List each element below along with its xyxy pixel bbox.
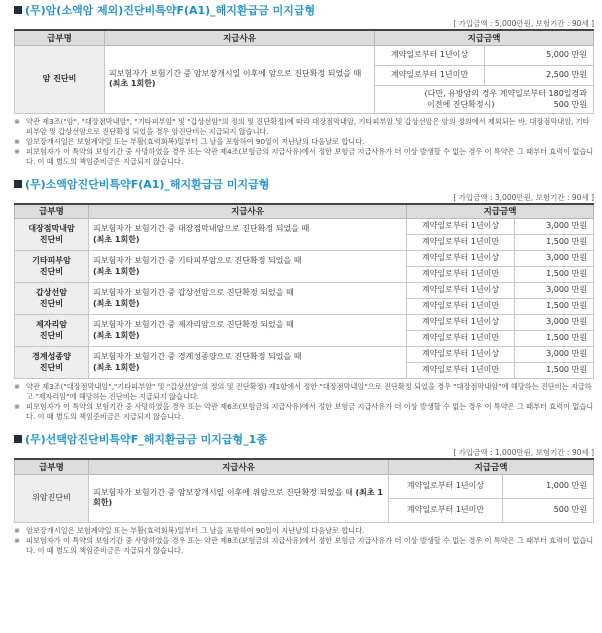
table-row [15,219,594,235]
benefit-name: 암 진단비 [15,45,105,113]
section1-notes [14,117,594,167]
note: ※ 피보험자가 이 특약의 보험기간 중 사망하였을 경우 또는 약관 제8조(보험금의 지급사유)에서 정한 보험금 지급사유가 더 이상 발생할 수 없는 경우 이 특약은 그 때부터 효력이 없습니다. 이 때 별도의 책임준비금은 지급되지 않습니다. [14,535,594,555]
condition-cell: 계약일로부터 1년미만 [407,235,515,251]
condition-cell: 계약일로부터 1년미만 [407,331,515,347]
header-benefit: 급부명 [15,459,89,474]
header-reason: 지급사유 [105,30,375,45]
document-page [0,2,602,633]
section3-notes [14,526,594,556]
amount-cell: 3,000 만원 [515,347,594,363]
condition-cell: 계약일로부터 1년이상 [407,219,515,235]
header-benefit: 급부명 [15,204,89,219]
amount-cell: 1,500 만원 [515,331,594,347]
table-row [15,251,594,267]
benefit-name: 위암진단비 [15,474,89,522]
note: ※ 피보험자가 이 특약의 보험기간 중 사망하였을 경우 또는 약관 제6조(보험금의 지급사유)에서 정한 보험금 지급사유가 더 이상 발생할 수 없는 경우 이 특약은 그 때부터 효력이 없습니다. 이 때 별도의 책임준비금은 지급되지 않습니다. [14,402,594,421]
benefit-reason: 피보험자가 보험기간 중 대장점막내암으로 진단확정 되었을 때 (최초 1회한) [89,219,407,251]
section1-title: (무)암(소액암 제외)진단비특약F(A1)_해지환급금 미지급형 [14,2,594,18]
section2-rows [15,219,594,379]
amount-cell: 1,500 만원 [515,267,594,283]
section2-notes [14,382,594,422]
amount-cell: 500 만원 [503,498,594,522]
condition-cell: 계약일로부터 1년미만 [375,65,485,85]
table-header-row [15,459,594,474]
note: ※ 약관 제3조("대장점막내암","기타피부암" 및 "갑상선암"의 정의 및 진단확정) 제1항에서 정한 "대장점막내암"으로 진단확정 되었을 경우 "대장점막내암"에 해당하는 진단비는 지급하고 "제자리암"에 해당하는 진단비는 지급되지 않습니다. [14,382,592,401]
amount-cell: 1,000 만원 [503,474,594,498]
square-bullet-icon [14,435,22,443]
benefit-reason: 피보험자가 보험기간 중 암보장개시일 이후에 위암으로 진단확정 되었을 때 (최초 1회한) [89,474,389,522]
benefit-reason: 피보험자가 보험기간 중 제자리암으로 진단확정 되었을 때 (최초 1회한) [89,315,407,347]
amount-cell: 1,500 만원 [515,235,594,251]
condition-cell: 계약일로부터 1년이상 [407,283,515,299]
table-row [15,474,594,498]
section2-info: [ 가입금액 : 3,000만원, 보험기간 : 90세 ] [453,192,594,202]
benefit-reason: 피보험자가 보험기간 중 갑상선암으로 진단확정 되었을 때 (최초 1회한) [89,283,407,315]
note: ※ 암보장개시일은 보험계약일 또는 부활(효력회복)일부터 그 날을 포함하여 90일이 지난날의 다음날로 합니다. [14,136,365,146]
section3-title: (무)선택암진단비특약F_해지환급금 미지급형_1종 [14,431,594,447]
benefit-name: 제자리암 진단비 [15,315,89,347]
section3-info: [ 가입금액 : 1,000만원, 보험기간 : 90세 ] [453,448,594,457]
table-row [15,45,594,65]
condition-cell: 계약일로부터 1년이상 [375,45,485,65]
square-bullet-icon [14,6,22,14]
header-benefit: 급부명 [15,30,105,45]
amount-cell: 3,000 만원 [515,283,594,299]
header-amount: 지급금액 [389,459,594,474]
note: ※ 약관 제3조("암", "대장점막내암", "기타피부암" 및 "갑상선암"의 정의 및 진단확정)에 따라 대장점막내암, 기타피부암 및 갑상선암은 암의 정의에서 제외되는 바, 대장점막내암, 기타피부암 및 갑상선암으로 진단확정 되었을 경우 암진단비는 지급되지 않습니다. [14,116,590,136]
amount-cell: 2,500 만원 [485,65,594,85]
header-reason: 지급사유 [89,204,407,219]
header-amount: 지급금액 [375,30,594,45]
section2-title: (무)소액암진단비특약F(A1)_해지환급금 미지급형 [14,176,594,192]
benefit-name: 대장점막내암 진단비 [15,219,89,251]
benefit-name: 기타피부암 진단비 [15,251,89,283]
table-header-row [15,204,594,219]
condition-cell: 계약일로부터 1년미만 [407,299,515,315]
amount-cell: 1,500 만원 [515,363,594,379]
amount-cell: 5,000 만원 [485,45,594,65]
header-reason: 지급사유 [89,459,389,474]
condition-cell: 계약일로부터 1년미만 [407,363,515,379]
table-header-row [15,30,594,45]
amount-cell: 3,000 만원 [515,315,594,331]
note: ※ 피보험자가 이 특약의 보험기간 중 사망하였을 경우 또는 약관 제4조(보험금의 지급사유)에서 정한 보험금 지급사유가 더 이상 발생할 수 없는 경우 이 특약은 그 때부터 효력이 없습니다. 이 때 별도의 책임준비금은 지급되지 않습니다. [14,146,594,166]
section2-table [14,203,594,380]
condition-cell: 계약일로부터 1년미만 [389,498,503,522]
benefit-name: 갑상선암 진단비 [15,283,89,315]
table-row [15,283,594,299]
condition-cell: 계약일로부터 1년이상 [407,251,515,267]
table-row [15,315,594,331]
table-row [15,347,594,363]
condition-cell: 계약일로부터 1년이상 [389,474,503,498]
exception-cell: (다만, 유방암의 경우 계약일로부터 180일경과 이전에 진단확정시) 500 만원 [375,85,594,113]
section3-table [14,458,594,523]
benefit-reason: 피보험자가 보험기간 중 암보장개시일 이후에 암으로 진단확정 되었을 때 (최초 1회한) [105,45,375,113]
condition-cell: 계약일로부터 1년이상 [407,347,515,363]
benefit-reason: 피보험자가 보험기간 중 경계성종양으로 진단확정 되었을 때 (최초 1회한) [89,347,407,379]
header-amount: 지급금액 [407,204,594,219]
section1-info: [ 가입금액 : 5,000만원, 보험기간 : 90세 ] [453,19,594,28]
square-bullet-icon [14,180,22,188]
note: ※ 암보장개시일은 보험계약일 또는 부활(효력회복)일부터 그 날을 포함하여 90일이 지난날의 다음날로 합니다. [14,525,365,535]
condition-cell: 계약일로부터 1년이상 [407,315,515,331]
condition-cell: 계약일로부터 1년미만 [407,267,515,283]
benefit-name: 경계성종양 진단비 [15,347,89,379]
amount-cell: 3,000 만원 [515,219,594,235]
benefit-reason: 피보험자가 보험기간 중 기타피부암으로 진단확정 되었을 때 (최초 1회한) [89,251,407,283]
section1-table [14,29,594,114]
amount-cell: 3,000 만원 [515,251,594,267]
amount-cell: 1,500 만원 [515,299,594,315]
